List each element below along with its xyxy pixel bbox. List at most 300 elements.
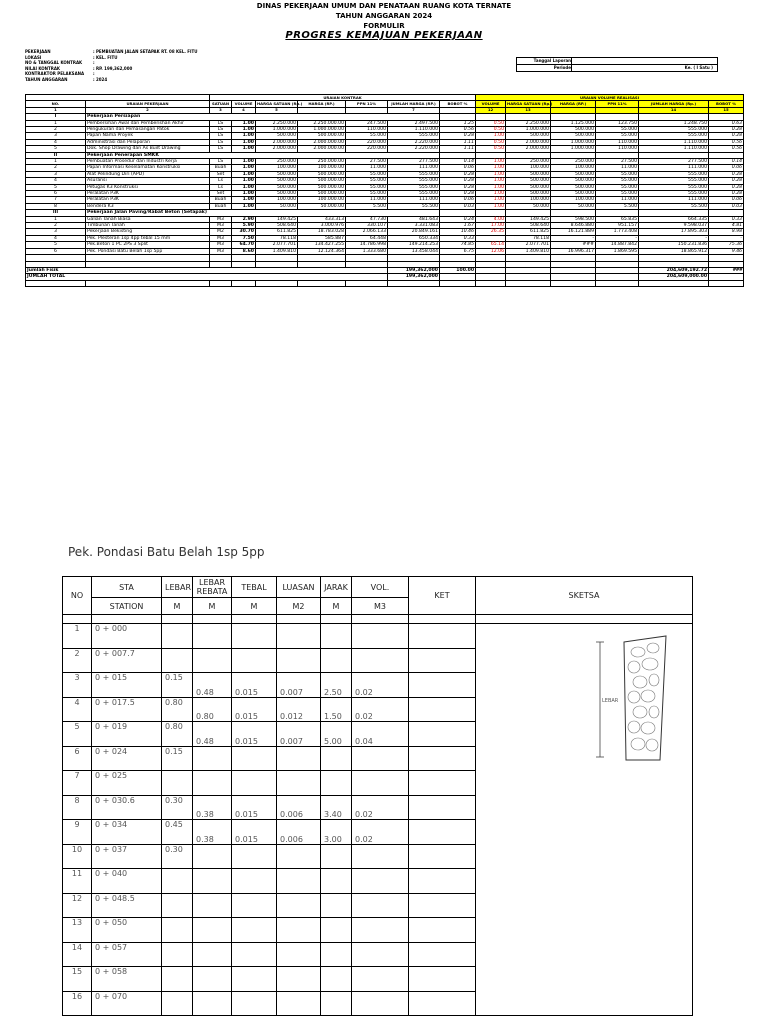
cell bbox=[277, 869, 321, 894]
cell bbox=[277, 615, 321, 624]
cell bbox=[409, 746, 476, 771]
cell: 55.000 bbox=[346, 178, 388, 184]
cell: 0.012 bbox=[277, 697, 321, 722]
cell: 555.000 bbox=[388, 178, 440, 184]
cell: 78.118 bbox=[506, 235, 551, 241]
cell: 277.500 bbox=[388, 159, 440, 165]
cell: 2.497.500 bbox=[388, 120, 440, 126]
cell: 2.000.000 bbox=[256, 139, 298, 145]
cell: 500.000 bbox=[551, 191, 596, 197]
cell: 4 bbox=[63, 697, 92, 722]
cell bbox=[277, 991, 321, 1016]
cell bbox=[409, 648, 476, 673]
cell bbox=[193, 624, 232, 649]
cell: 1.00 bbox=[476, 197, 506, 203]
report-date-label: Tanggal Laporan bbox=[533, 58, 571, 63]
meta-key: NILAI KONTRAK bbox=[25, 65, 61, 71]
cell: 250.000 bbox=[256, 159, 298, 165]
cell: 0.33 bbox=[709, 216, 744, 222]
cell bbox=[193, 918, 232, 943]
col-number: 2 bbox=[86, 107, 210, 113]
cell: 555.000 bbox=[639, 178, 709, 184]
cell: 555.000 bbox=[388, 184, 440, 190]
cell bbox=[162, 624, 193, 649]
cell: 0.63 bbox=[709, 120, 744, 126]
cell: 0.56 bbox=[709, 139, 744, 145]
cell: 1.000.000 bbox=[256, 126, 298, 132]
cell: 10.46 bbox=[440, 229, 476, 235]
cell: M3 bbox=[210, 216, 232, 222]
cell: 1.409.810 bbox=[506, 248, 551, 254]
cell: 1 bbox=[26, 159, 86, 165]
cell: 3 bbox=[26, 229, 86, 235]
cell: 1.333.680 bbox=[346, 248, 388, 254]
table-row bbox=[26, 280, 744, 286]
cell: 508.640 bbox=[506, 223, 551, 229]
cell: 0 + 034 bbox=[92, 820, 162, 845]
cell bbox=[409, 967, 476, 992]
cell: 1.00 bbox=[232, 203, 256, 209]
cell: 2.066.133 bbox=[346, 229, 388, 235]
cell: 0.50 bbox=[476, 139, 506, 145]
cell: 0 + 050 bbox=[92, 918, 162, 943]
cell bbox=[277, 942, 321, 967]
cell bbox=[409, 722, 476, 747]
cell: Dok. Shop Drawing dan As Built Drawing bbox=[86, 146, 210, 152]
cell: 500.000 bbox=[551, 178, 596, 184]
col-header: JUMLAH HARGA (RP.) bbox=[388, 101, 440, 107]
cell: 1.110.000 bbox=[388, 126, 440, 132]
cell: 0 + 007.7 bbox=[92, 648, 162, 673]
cell: 55.000 bbox=[346, 171, 388, 177]
cell: 3.40 bbox=[321, 795, 352, 820]
cell bbox=[232, 746, 277, 771]
cell bbox=[193, 746, 232, 771]
cell: 500.000.00 bbox=[298, 133, 346, 139]
cell bbox=[162, 967, 193, 992]
cell: 1.125.000 bbox=[551, 120, 596, 126]
cell bbox=[321, 648, 352, 673]
cell: 5 bbox=[63, 722, 92, 747]
cell bbox=[277, 893, 321, 918]
cell: 6 bbox=[63, 746, 92, 771]
col-header: JUMLAH HARGA (Rp.) bbox=[639, 101, 709, 107]
cell bbox=[321, 844, 352, 869]
cell: M3 bbox=[210, 235, 232, 241]
cell: 100.000.00 bbox=[298, 165, 346, 171]
cell bbox=[277, 624, 321, 649]
doc-heading-3: FORMULIR bbox=[363, 22, 405, 30]
meta-key: TAHUN ANGGARAN bbox=[25, 76, 68, 82]
cell: 100.000 bbox=[551, 197, 596, 203]
cell: 78.118 bbox=[256, 235, 298, 241]
cell: 1.869.595 bbox=[596, 248, 639, 254]
table-row bbox=[26, 248, 744, 254]
cell: 50.000 bbox=[506, 203, 551, 209]
cell: Ls bbox=[210, 178, 232, 184]
cell: 2.000.000.00 bbox=[298, 146, 346, 152]
cell: 0.56 bbox=[709, 146, 744, 152]
cell: 481.643 bbox=[388, 216, 440, 222]
cell bbox=[232, 991, 277, 1016]
table-row bbox=[26, 159, 744, 165]
cell: 11 bbox=[63, 869, 92, 894]
col-header: PPN 11% bbox=[596, 101, 639, 107]
cell bbox=[409, 991, 476, 1016]
cell: 500.000 bbox=[506, 184, 551, 190]
cell bbox=[409, 697, 476, 722]
cell: 55.000 bbox=[596, 171, 639, 177]
cell: Asuransi bbox=[86, 178, 210, 184]
cell: 0.02 bbox=[352, 820, 409, 845]
cell bbox=[409, 942, 476, 967]
cell bbox=[409, 918, 476, 943]
report-period-label: Periode bbox=[553, 65, 571, 70]
table-row bbox=[26, 242, 744, 248]
cell bbox=[162, 893, 193, 918]
cell bbox=[277, 771, 321, 796]
cell: 555.000 bbox=[388, 171, 440, 177]
table-row bbox=[26, 126, 744, 132]
cell: 100.000 bbox=[256, 197, 298, 203]
cell: 0 + 019 bbox=[92, 722, 162, 747]
cell: 500.000 bbox=[256, 178, 298, 184]
cell bbox=[352, 869, 409, 894]
cell: 8.60 bbox=[232, 248, 256, 254]
cell bbox=[551, 280, 596, 286]
cell: 11.000 bbox=[596, 197, 639, 203]
cell: 150.231.836 bbox=[639, 242, 709, 248]
cell: 1 bbox=[63, 624, 92, 649]
cell: 75.36 bbox=[709, 242, 744, 248]
cell: 0 + 057 bbox=[92, 942, 162, 967]
cell: 664.335 bbox=[639, 216, 709, 222]
cell: 14 bbox=[63, 942, 92, 967]
cell: Buah bbox=[210, 203, 232, 209]
section-title: Pekerjaan Jalan Paving/Rabat Beton (Setapak) bbox=[86, 210, 440, 216]
cell: 0.006 bbox=[277, 795, 321, 820]
sheet-subheader: M2 bbox=[277, 598, 321, 615]
cell bbox=[277, 967, 321, 992]
doc-heading-1: DINAS PEKERJAAN UMUM DAN PENATAAN RUANG KOTA TERNATE bbox=[256, 2, 512, 10]
sketch-label: LEBAR bbox=[602, 698, 619, 704]
cell: 0 + 048.5 bbox=[92, 893, 162, 918]
section-number: III bbox=[26, 210, 86, 216]
cell: 0.03 bbox=[440, 203, 476, 209]
cell: - bbox=[551, 235, 596, 241]
table-row bbox=[26, 139, 744, 145]
cell bbox=[232, 893, 277, 918]
cell: 1.67 bbox=[440, 223, 476, 229]
cell: 611.825 bbox=[506, 229, 551, 235]
doc-title: PROGRES KEMAJUAN PEKERJAAN bbox=[285, 30, 483, 41]
cell: 4.00 bbox=[476, 216, 506, 222]
sheet-header: KET bbox=[409, 577, 476, 615]
cell: 0.56 bbox=[440, 126, 476, 132]
cell: 0.28 bbox=[709, 133, 744, 139]
cell bbox=[86, 280, 210, 286]
cell: 1.000.000 bbox=[551, 139, 596, 145]
cell bbox=[321, 624, 352, 649]
cell: 555.000 bbox=[639, 171, 709, 177]
cell: 27.500 bbox=[596, 159, 639, 165]
cell: Galian Tanah Biasa bbox=[86, 216, 210, 222]
cell: 650.334 bbox=[388, 235, 440, 241]
cell bbox=[409, 624, 476, 649]
cell: 1.00 bbox=[476, 133, 506, 139]
cell: 555.000 bbox=[639, 126, 709, 132]
cell: 55.500 bbox=[639, 203, 709, 209]
cell: 8.646.880 bbox=[551, 223, 596, 229]
cell: 1.00 bbox=[232, 139, 256, 145]
meta-row bbox=[25, 77, 293, 83]
cell: 2.250.000 bbox=[506, 120, 551, 126]
cell: 1.110.000 bbox=[639, 139, 709, 145]
cell bbox=[162, 869, 193, 894]
cell bbox=[256, 280, 298, 286]
col-header: BOBOT % bbox=[709, 101, 744, 107]
cell: Pek. Plesteran 1sp 4pp tebal 15 mm bbox=[86, 235, 210, 241]
meta-value: : bbox=[93, 71, 95, 77]
report-period-value: Ke. ( I Satu ) bbox=[571, 65, 717, 71]
cell: 0 + 015 bbox=[92, 673, 162, 698]
cell: 30.70 bbox=[232, 229, 256, 235]
cell: 2 bbox=[26, 223, 86, 229]
cell: 0.14 bbox=[709, 159, 744, 165]
cell: 4 bbox=[26, 235, 86, 241]
sheet-subheader: M3 bbox=[352, 598, 409, 615]
cell: 2.250.000.00 bbox=[298, 120, 346, 126]
col-number: 5 bbox=[256, 107, 298, 113]
doc-heading-2: TAHUN ANGGARAN 2024 bbox=[335, 12, 433, 20]
col-number: 12 bbox=[476, 107, 506, 113]
cell: 555.000 bbox=[388, 133, 440, 139]
cell bbox=[388, 280, 440, 286]
cell: Pembuatan Prosedur dan Industri Kerja bbox=[86, 159, 210, 165]
cell: 149.214.253 bbox=[388, 242, 440, 248]
cell bbox=[352, 893, 409, 918]
cell bbox=[352, 942, 409, 967]
cell: Ls bbox=[210, 184, 232, 190]
cell: 1.00 bbox=[232, 197, 256, 203]
cell bbox=[162, 615, 193, 624]
cell: 0.28 bbox=[440, 133, 476, 139]
cell bbox=[277, 844, 321, 869]
cell: 1.00 bbox=[476, 171, 506, 177]
meta-key: NO & TANGGAL KONTRAK bbox=[25, 60, 83, 66]
section-number: II bbox=[26, 152, 86, 158]
cell: 1.110.000 bbox=[639, 146, 709, 152]
cell: 1.000.000 bbox=[551, 146, 596, 152]
cell: 55.500 bbox=[388, 203, 440, 209]
cell bbox=[193, 844, 232, 869]
cell bbox=[409, 869, 476, 894]
sheet-subheader: M bbox=[193, 598, 232, 615]
cell: 0.015 bbox=[232, 820, 277, 845]
cell bbox=[232, 967, 277, 992]
cell: 4 bbox=[26, 139, 86, 145]
cell: 3 bbox=[63, 673, 92, 698]
cell: Peralatan P3K bbox=[86, 191, 210, 197]
cell: - bbox=[639, 235, 709, 241]
cell: 0.80 bbox=[193, 697, 232, 722]
cell: 3 bbox=[26, 171, 86, 177]
cell: 0.02 bbox=[352, 697, 409, 722]
table-row bbox=[26, 165, 744, 171]
cell: 555.000 bbox=[639, 191, 709, 197]
cell: 9.46 bbox=[709, 248, 744, 254]
cell: 5.90 bbox=[232, 223, 256, 229]
cell: 11.000 bbox=[346, 197, 388, 203]
cell: 250.000.00 bbox=[298, 159, 346, 165]
cell: Pek. Pondasi Batu Belah 1sp 5pp bbox=[86, 248, 210, 254]
cell: - bbox=[709, 235, 744, 241]
cell: 12 bbox=[63, 893, 92, 918]
progress-table bbox=[25, 94, 744, 287]
col-header: HARGA SATUAN (Rp.) bbox=[507, 100, 553, 106]
col-number: 3 bbox=[210, 107, 232, 113]
cell: 110.000 bbox=[596, 139, 639, 145]
cell: 0.45 bbox=[162, 820, 193, 845]
cell: 1.00 bbox=[232, 133, 256, 139]
cell: Set bbox=[210, 191, 232, 197]
sum-kontrak: 199,362,000 bbox=[388, 267, 440, 273]
col-header: PPN 11% bbox=[346, 101, 388, 107]
sheet-subheader: M bbox=[321, 598, 352, 615]
cell: 220.000 bbox=[346, 146, 388, 152]
cell: 0 + 000 bbox=[92, 624, 162, 649]
cell: 47.730 bbox=[346, 216, 388, 222]
cell: 100.000 bbox=[506, 197, 551, 203]
cell: 1.00 bbox=[476, 159, 506, 165]
cell: 2.250.000 bbox=[256, 120, 298, 126]
cell: Pembersihan Awal dan Pemberishan Akhir bbox=[86, 120, 210, 126]
cell: 500.000.00 bbox=[298, 191, 346, 197]
cell: 0.28 bbox=[709, 178, 744, 184]
cell: 17.895.303 bbox=[639, 229, 709, 235]
cell: 55.000 bbox=[596, 178, 639, 184]
cell bbox=[321, 942, 352, 967]
cell: 16.121.889 bbox=[551, 229, 596, 235]
cell bbox=[232, 280, 256, 286]
cell: 1.00 bbox=[476, 165, 506, 171]
cell bbox=[162, 648, 193, 673]
cell: Bendera K3 bbox=[86, 203, 210, 209]
cell: 5.00 bbox=[321, 722, 352, 747]
cell: 0 + 037 bbox=[92, 844, 162, 869]
cell: 0.28 bbox=[440, 171, 476, 177]
cell: 5.500 bbox=[346, 203, 388, 209]
cell: 0.015 bbox=[232, 722, 277, 747]
cell bbox=[321, 615, 352, 624]
cell: 111.000 bbox=[388, 165, 440, 171]
cell: 0.28 bbox=[440, 191, 476, 197]
cell: 55.000 bbox=[596, 133, 639, 139]
cell: 55.000 bbox=[596, 191, 639, 197]
cell bbox=[476, 280, 506, 286]
cell bbox=[232, 942, 277, 967]
cell: 0.28 bbox=[709, 126, 744, 132]
cell bbox=[232, 844, 277, 869]
cell: 1.773.408 bbox=[596, 229, 639, 235]
cell: 16 bbox=[63, 991, 92, 1016]
cell: 0.14 bbox=[440, 159, 476, 165]
cell: 500.000 bbox=[256, 171, 298, 177]
group-kontrak: URAIAN KONTRAK bbox=[210, 95, 476, 101]
table-row bbox=[26, 184, 744, 190]
cell: 0.28 bbox=[440, 184, 476, 190]
cell: Administrasi dan Pelaporan bbox=[86, 139, 210, 145]
cell bbox=[346, 280, 388, 286]
cell: 0.50 bbox=[476, 120, 506, 126]
cell: 1.409.810 bbox=[256, 248, 298, 254]
cell: LS bbox=[210, 133, 232, 139]
col-number: 4 bbox=[232, 107, 256, 113]
cell bbox=[193, 942, 232, 967]
cell: 1.00 bbox=[232, 184, 256, 190]
group-realisasi: URAIAN VOLUME REALISASI bbox=[476, 95, 744, 101]
cell: - bbox=[596, 235, 639, 241]
cell: 330.107 bbox=[346, 223, 388, 229]
cell: 1.248.750 bbox=[639, 120, 709, 126]
cell bbox=[193, 967, 232, 992]
cell: 1.00 bbox=[232, 120, 256, 126]
cell: 2.000.000 bbox=[506, 146, 551, 152]
cell: 0.06 bbox=[709, 165, 744, 171]
cell: 0.30 bbox=[162, 795, 193, 820]
cell: LS bbox=[210, 126, 232, 132]
cell: 7 bbox=[26, 197, 86, 203]
cell bbox=[277, 648, 321, 673]
cell: 1.00 bbox=[232, 126, 256, 132]
cell: 12.06 bbox=[476, 248, 506, 254]
col-header: VOLUME bbox=[476, 101, 506, 107]
sheet-header: LEBAR bbox=[162, 577, 193, 598]
cell bbox=[352, 624, 409, 649]
col-header: URAIAN PEKERJAAN bbox=[86, 101, 210, 107]
cell: 2.077.701 bbox=[506, 242, 551, 248]
cell: 1.00 bbox=[476, 191, 506, 197]
cell bbox=[409, 615, 476, 624]
cell: 55.000 bbox=[596, 126, 639, 132]
cell: 250.000 bbox=[506, 159, 551, 165]
section-title: Pekerjaan Persiapan bbox=[86, 114, 440, 120]
cell: 1.00 bbox=[232, 191, 256, 197]
cell bbox=[193, 771, 232, 796]
sheet-subheader: STATION bbox=[92, 598, 162, 615]
cell: 111.000 bbox=[388, 197, 440, 203]
cell bbox=[321, 967, 352, 992]
cell bbox=[193, 991, 232, 1016]
cell: 0 + 017.5 bbox=[92, 697, 162, 722]
cell: 0.06 bbox=[440, 165, 476, 171]
cell: 250.000 bbox=[551, 159, 596, 165]
cell: 611.825 bbox=[256, 229, 298, 235]
cell: 100.000 bbox=[256, 165, 298, 171]
cell: 0.50 bbox=[476, 126, 506, 132]
cell: 11.000 bbox=[346, 165, 388, 171]
total-realisasi: 204,609,000.00 bbox=[639, 274, 709, 280]
cell bbox=[709, 280, 744, 286]
sheet-header: JARAK bbox=[321, 577, 352, 598]
cell: Petugas K3 Konstruksi bbox=[86, 184, 210, 190]
cell: 500.000 bbox=[551, 171, 596, 177]
col-header: VOLUME bbox=[232, 101, 256, 107]
cell: 500.000.00 bbox=[298, 184, 346, 190]
cell: Pengukuran dan Pemasangan Patok bbox=[86, 126, 210, 132]
cell: 500.000.00 bbox=[298, 171, 346, 177]
cell: 111.000 bbox=[639, 197, 709, 203]
